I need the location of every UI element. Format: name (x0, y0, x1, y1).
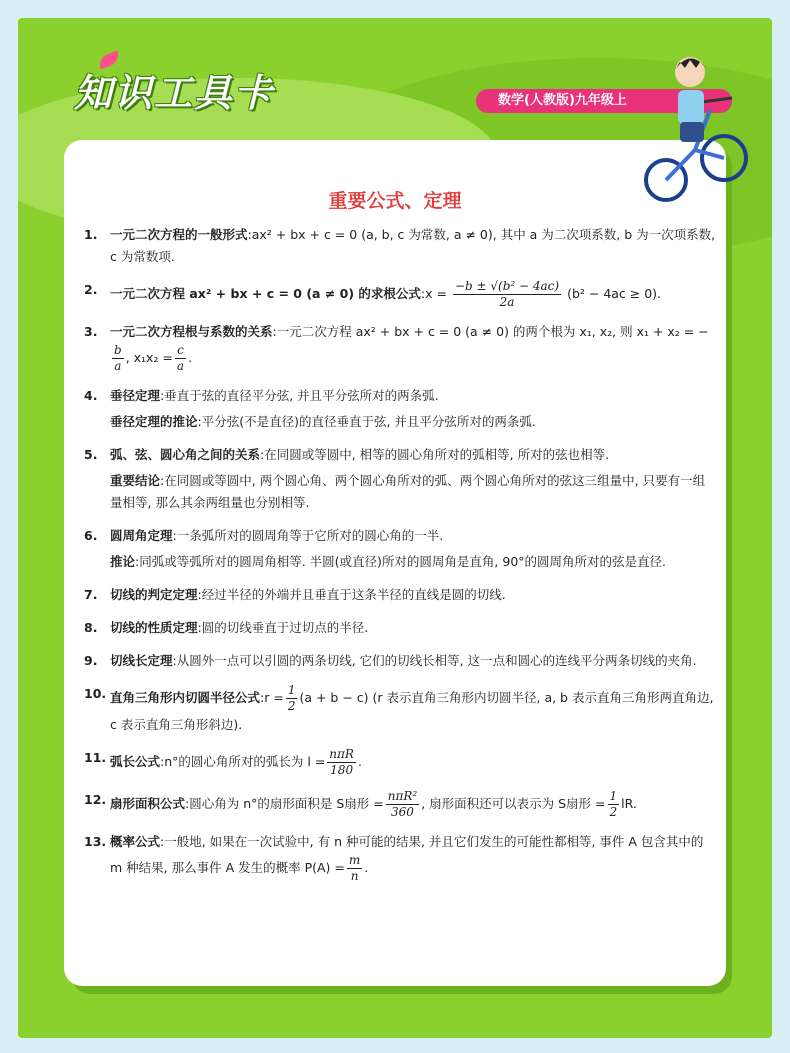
list-item (84, 321, 716, 374)
item-body: :一元二次方程 ax² + bx + c = 0 (a ≠ 0) 的两个根为 x₁, x₂, 则 x₁ + x₂ = (272, 324, 695, 339)
fraction (386, 789, 419, 820)
fraction (112, 343, 124, 374)
numerator: nπR² (387, 789, 418, 803)
grade-badge: 数学(人教版)九年级上 (476, 89, 732, 113)
item-body: . (357, 754, 362, 769)
list-item (84, 789, 716, 820)
item-body: :n°的圆心角所对的弧长为 l = (160, 754, 326, 769)
formula-list (84, 224, 716, 895)
numerator: nπR (329, 747, 354, 761)
item-body: (b² − 4ac ≥ 0). (567, 286, 662, 301)
item-body: . (188, 350, 193, 365)
page-title: 重要公式、定理 (328, 190, 462, 212)
numerator: −b ± √(b² − 4ac) (454, 279, 560, 293)
item-body: :一条弧所对的圆周角等于它所对的圆心角的一半. (172, 528, 444, 543)
item-heading: 切线长定理 (110, 653, 173, 668)
item-heading: 切线的判定定理 (110, 587, 198, 602)
logo: 知识工具卡 (74, 71, 275, 115)
item-heading: 扇形面积公式 (110, 796, 186, 811)
item-body: . (364, 860, 369, 875)
item-number: 10. (84, 686, 107, 701)
item-body: :r = (260, 690, 284, 705)
item-number: 11. (84, 750, 107, 765)
denominator: 2a (499, 295, 515, 309)
item-body: :圆的切线垂直于过切点的半径. (197, 620, 369, 635)
fraction (327, 747, 356, 778)
fraction (175, 343, 186, 374)
subitem-heading: 垂径定理的推论 (110, 414, 198, 429)
item-heading: 弧长公式 (110, 754, 161, 769)
subitem-heading: 推论 (110, 554, 136, 569)
item-body: :圆心角为 n°的扇形面积是 S扇形 = (185, 796, 384, 811)
fraction (347, 853, 362, 884)
denominator: 180 (330, 763, 354, 777)
list-item (84, 584, 716, 606)
denominator: n (350, 869, 359, 883)
item-number: 12. (84, 792, 107, 807)
subitem-body: :平分弦(不是直径)的直径垂直于弦, 并且平分弦所对的两条弧. (197, 414, 536, 429)
item-body: lR. (621, 796, 637, 811)
list-subitem (84, 470, 716, 514)
item-body: , x₁x₂ = (125, 350, 173, 365)
numerator: m (348, 853, 361, 867)
item-heading: 切线的性质定理 (110, 620, 198, 635)
list-item (84, 385, 716, 407)
item-body: :ax² + bx + c = 0 (a, b, c 为常数, a ≠ 0), 其中 a 为二次项系数, b 为一次项系数, c 为常数项. (110, 227, 716, 264)
fraction (608, 789, 620, 820)
item-body: :在同圆或等圆中, 相等的圆心角所对的弧相等, 所对的弦也相等. (260, 447, 610, 462)
cyclist-illustration-icon (640, 40, 750, 210)
list-item (84, 444, 716, 466)
list-item (84, 683, 716, 736)
item-number: 5. (84, 447, 98, 462)
numerator: 1 (287, 683, 296, 697)
numerator: b (114, 343, 122, 357)
numerator: c (175, 343, 186, 359)
subitem-body: :同弧或等弧所对的圆周角相等. 半圆(或直径)所对的圆周角是直角, 90°的圆周角所对的弦是直径. (135, 554, 667, 569)
list-item (84, 650, 716, 672)
item-number: 7. (84, 587, 98, 602)
item-body: :x = (420, 286, 447, 301)
item-number: 4. (84, 388, 98, 403)
denominator: a (176, 359, 185, 373)
denominator: 360 (391, 805, 414, 819)
subitem-heading: 重要结论 (110, 473, 161, 488)
item-body: , 扇形面积还可以表示为 S扇形 = (421, 796, 606, 811)
item-heading: 一元二次方程的一般形式 (110, 227, 248, 242)
item-number: 13. (84, 834, 107, 849)
list-item (84, 525, 716, 547)
item-number: 3. (84, 324, 98, 339)
item-body: − (698, 324, 709, 339)
item-number: 6. (84, 528, 98, 543)
subitem-body: :在同圆或等圆中, 两个圆心角、两个圆心角所对的弧、两个圆心角所对的弦这三组量中, 只要有一组量相等, 那么其余两组量也分别相等. (110, 473, 706, 510)
item-number: 1. (84, 227, 98, 242)
item-heading: 弧、弦、圆心角之间的关系 (110, 447, 261, 462)
item-heading: 一元二次方程 ax² + bx + c = 0 (a ≠ 0) 的求根公式 (110, 286, 421, 301)
fraction (286, 683, 298, 714)
item-heading: 圆周角定理 (110, 528, 173, 543)
item-body: :一般地, 如果在一次试验中, 有 n 种可能的结果, 并且它们发生的可能性都相等, 事件 A 包含其中的 m 种结果, 那么事件 A 发生的概率 P(A) = (110, 834, 704, 875)
item-heading: 概率公式 (110, 834, 161, 849)
list-item (84, 617, 716, 639)
item-body: :从圆外一点可以引圆的两条切线, 它们的切线长相等, 这一点和圆心的连线平分两条切线的夹角. (172, 653, 697, 668)
list-item (84, 224, 716, 268)
fraction (453, 279, 561, 310)
item-body: :经过半径的外端并且垂直于这条半径的直线是圆的切线. (197, 587, 506, 602)
item-number: 2. (84, 282, 98, 297)
list-item (84, 831, 716, 884)
item-body: (a + b − c) (r 表示直角三角形内切圆半径, a, b 表示直角三角形两直角边, c 表示直角三角形斜边). (110, 690, 714, 732)
item-heading: 直角三角形内切圆半径公式 (110, 690, 261, 705)
list-subitem (84, 551, 716, 573)
denominator: 2 (609, 805, 618, 819)
item-heading: 一元二次方程根与系数的关系 (110, 324, 273, 339)
list-item (84, 279, 716, 310)
item-number: 8. (84, 620, 98, 635)
item-number: 9. (84, 653, 98, 668)
numerator: 1 (609, 789, 618, 803)
item-heading: 垂径定理 (110, 388, 161, 403)
list-subitem (84, 411, 716, 433)
list-item (84, 747, 716, 778)
denominator: a (114, 359, 122, 373)
item-body: :垂直于弦的直径平分弦, 并且平分弦所对的两条弧. (160, 388, 439, 403)
denominator: 2 (287, 699, 296, 713)
